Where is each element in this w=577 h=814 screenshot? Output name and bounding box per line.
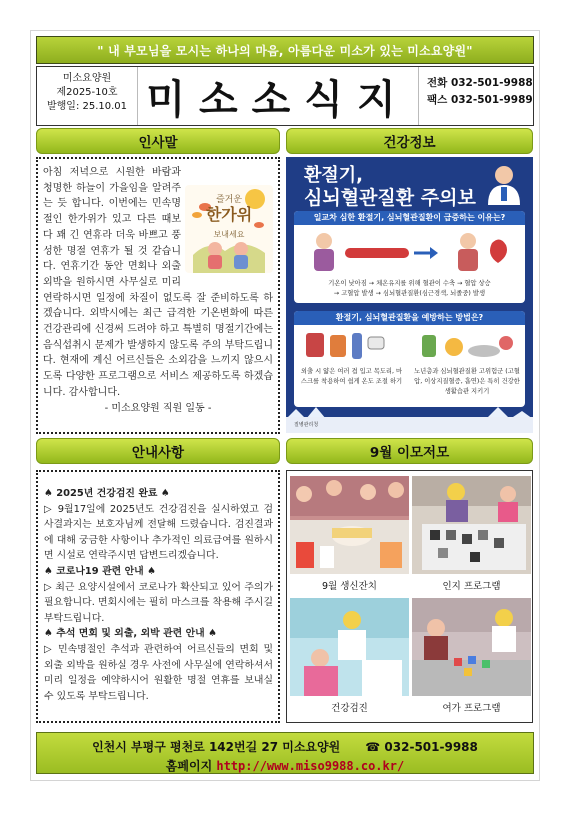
newsletter-title: 미소소식지: [137, 67, 419, 125]
phone-number: 전화 032-501-9988: [427, 77, 533, 89]
masthead: [36, 66, 534, 126]
notice-checkup-title: ♠ 2025년 건강검진 완료 ♠: [44, 488, 170, 499]
notice-heading: 안내사항: [36, 438, 280, 464]
doctor-icon: [482, 161, 526, 205]
homepage-link[interactable]: http://www.miso9988.co.kr/: [216, 759, 405, 773]
health-checkup-photo: [290, 598, 409, 696]
org-name: 미소요양원: [62, 73, 112, 84]
birthday-party-photo: [290, 476, 409, 574]
leisure-program-photo: [412, 598, 531, 696]
cause-line-2: → 고혈압 발생 → 심뇌혈관질환(심근경색, 뇌졸중) 발생: [333, 290, 486, 297]
fax-number: 팩스 032-501-9989: [427, 94, 533, 106]
caption-cognitive: 인지 프로그램: [442, 581, 501, 592]
slogan-banner: " 내 부모님을 모시는 하나의 마음, 아름다운 미소가 있는 미소요양원": [36, 36, 534, 64]
notice-covid-body: ▷ 최근 요양시설에서 코로나가 확산되고 있어 주의가 필요합니다. 면회시에는 필히 마스크를 착용해 주시길 부탁드립니다.: [44, 581, 273, 624]
illustration-caption-sub: 보내세요: [213, 230, 245, 239]
footer: [36, 732, 534, 774]
health-heading: 건강정보: [286, 128, 533, 154]
poster-title-line1: 환절기,: [304, 165, 364, 186]
illustration-caption-main: 한가위: [205, 205, 253, 224]
issue-info: [37, 67, 137, 125]
notice-chuseok-body: ▷ 민속명절인 추석과 관련하여 어르신들의 면회 및 외출 외박을 원하실 경우 사전에 사무실에 연락하셔서 미리 일정을 예약하시어 원활한 명절 연휴를 보내실 수 있도록 부탁드립니다.: [44, 643, 273, 702]
cause-line-1: 기온이 낮아짐 → 체온유지를 위해 혈관이 수축 → 혈압 상승: [328, 280, 491, 287]
prevention-tip-left: 외출 시 얇은 여러 겹 입고 목도리, 마스크를 착용하여 쉽게 온도 조절 하기: [300, 368, 403, 385]
photos-heading: 9월 이모저모: [286, 438, 533, 464]
caption-birthday: 9월 생신잔치: [322, 581, 377, 592]
greeting-heading: 인사말: [36, 128, 280, 154]
greeting-body: 아침 저녁으로 시원한 바람과 청명한 하늘이 가을임을 알려주는 듯 합니다. 이번에는 민속명절인 한가위가 있고 다른 때보다 꽤 긴 연휴라 더욱 바쁘고 풍성한 명절 연휴가 될 것 같습니다. 연휴기간 동안 면회나 외출 외박을 원하시면 사무실로 미리 연락하시면 일정에 차질이 없도록 잘 준비하도록 하겠습니다. 외박시에는 최근 급격한 기온변화에 따른 건강관리에 신경써 드려야 하고 특별히 명절기간에는 음식섭취시 문제가 발생하지 않도록 주의 부탁드립니다. 현재에 계신 어르신들은 소외감을 느끼지 않으시도록 다양한 프로그램으로 서비스 제공하도록 하겠습니다. 감사합니다.: [43, 167, 273, 398]
footer-homepage-line: [37, 757, 533, 774]
footer-phone: ☎ 032-501-9988: [365, 740, 478, 754]
illustration-caption-top: 즐거운: [215, 195, 243, 205]
cause-card-heading: 일교차 심한 환절기, 심뇌혈관질환이 급증하는 이유는?: [294, 211, 525, 225]
notice-covid-title: ♠ 코로나19 관련 안내 ♠: [44, 565, 156, 577]
poster-title-line2: 심뇌혈관질환 주의보: [304, 187, 476, 209]
notice-checkup-body: ▷ 9월17일에 2025년도 건강검진을 실시하였고 검사결과지는 보호자님께 전달해 드렸습니다. 검진결과에 대해 궁금한 사항이나 추가적인 의료급여를 원하시면 시설로 연락주시면 답변드리겠습니다.: [44, 503, 273, 562]
notice-section: [36, 470, 280, 723]
chuseok-illustration: [185, 185, 273, 273]
prevention-illustration: [294, 325, 525, 363]
greeting-section: [36, 157, 280, 434]
contact-info: [427, 75, 535, 109]
footer-address: 인천시 부평구 평천로 142번길 27 미소요양원: [92, 740, 341, 754]
prevention-card: [294, 311, 525, 407]
publish-date: 발행일: 25.10.01: [46, 101, 128, 112]
footer-address-line: [37, 738, 533, 755]
cold-person-illustration: [294, 225, 525, 275]
photo-gallery: [286, 470, 533, 723]
cause-card: [294, 211, 525, 303]
caption-leisure: 여가 프로그램: [442, 703, 501, 714]
caption-checkup: 건강검진: [331, 703, 368, 714]
notice-chuseok-title: ♠ 추석 면회 및 외출, 외박 관련 안내 ♠: [44, 628, 217, 640]
prevention-card-heading: 환절기, 심뇌혈관질환을 예방하는 방법은?: [294, 311, 525, 325]
prevention-tip-right: 노년층과 심뇌혈관질환 고위험군 (고혈압, 이상지질혈증, 흡연)은 특히 건강한 생활습관 지키기: [414, 368, 520, 395]
cognitive-program-photo: [412, 476, 531, 574]
issue-number: 제2025-10호: [56, 87, 118, 98]
homepage-label: 홈페이지: [165, 759, 213, 773]
poster-source: 질병관리청: [286, 417, 533, 433]
health-poster: [286, 157, 533, 433]
poster-title: [304, 165, 476, 209]
greeting-signature: - 미소요양원 직원 일동 -: [104, 402, 212, 414]
